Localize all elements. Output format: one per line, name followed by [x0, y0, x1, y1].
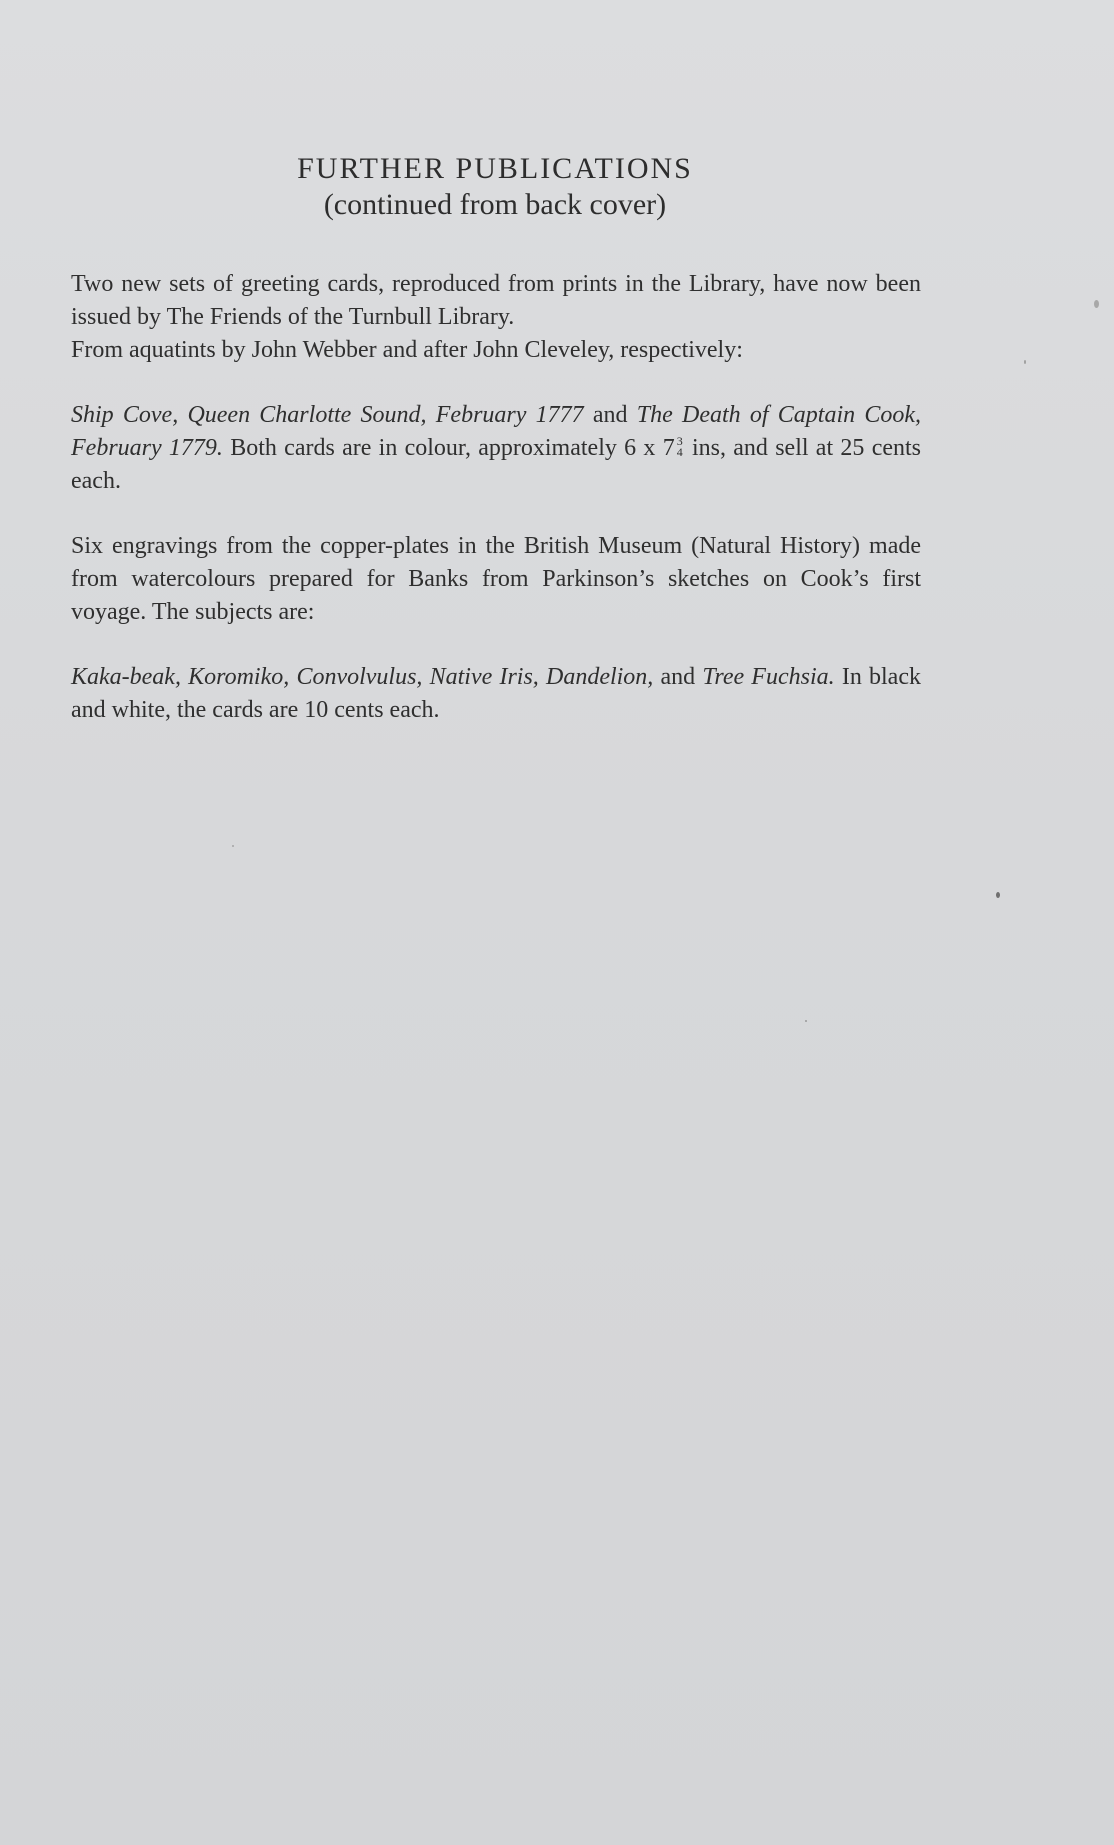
paper-speck: [1094, 300, 1099, 308]
card-title-ship-cove: Ship Cove, Queen Charlotte Sound, February 1777: [71, 402, 584, 428]
paragraph-subjects: [71, 661, 921, 727]
paper-speck: [805, 1020, 807, 1022]
black-white-cards-price: In black and white, the cards are 10 cents each.: [71, 664, 921, 723]
fraction-three-quarters: [677, 436, 683, 458]
heading-block: [0, 151, 990, 223]
card-title-death-of-cook: The Death of Captain Cook, February 1779.: [71, 402, 922, 461]
conjunction-and-2: and: [653, 664, 703, 690]
fraction-numerator: 3: [676, 434, 683, 449]
page-title: FURTHER PUBLICATIONS: [297, 152, 693, 185]
paragraph-aquatints-text: From aquatints by John Webber and after John Cleveley, respectively:: [71, 337, 743, 363]
fraction-denominator: 4: [676, 445, 683, 460]
paragraph-colour-cards: [71, 399, 921, 498]
paragraph-greeting-cards-text: Two new sets of greeting cards, reproduced from prints in the Library, have now been issued by The Friends of the Turnbull Library.: [71, 271, 921, 330]
paper-speck: [996, 892, 1000, 898]
page-subtitle: (continued from back cover): [323, 188, 667, 221]
paragraph-greeting-cards: [71, 268, 921, 367]
paper-speck: [1024, 360, 1026, 364]
conjunction-and: and: [583, 402, 637, 428]
subject-titles: Kaka-beak, Koromiko, Convolvulus, Native Iris, Dandelion,: [71, 664, 654, 690]
colour-cards-description: Both cards are in colour, approximately 6 x 7: [222, 435, 675, 461]
paper-speck: [232, 845, 234, 847]
body-text: [71, 268, 921, 727]
subject-title-tree-fuchsia: Tree Fuchsia.: [702, 664, 835, 690]
colour-cards-price: ins, and sell at 25 cents each.: [71, 435, 921, 494]
paragraph-engravings: Six engravings from the copper-plates in the British Museum (Natural History) made from watercolours prepared for Banks from Parkinson’s sketches on Cook’s first voyage. The subjects are:: [71, 533, 921, 625]
